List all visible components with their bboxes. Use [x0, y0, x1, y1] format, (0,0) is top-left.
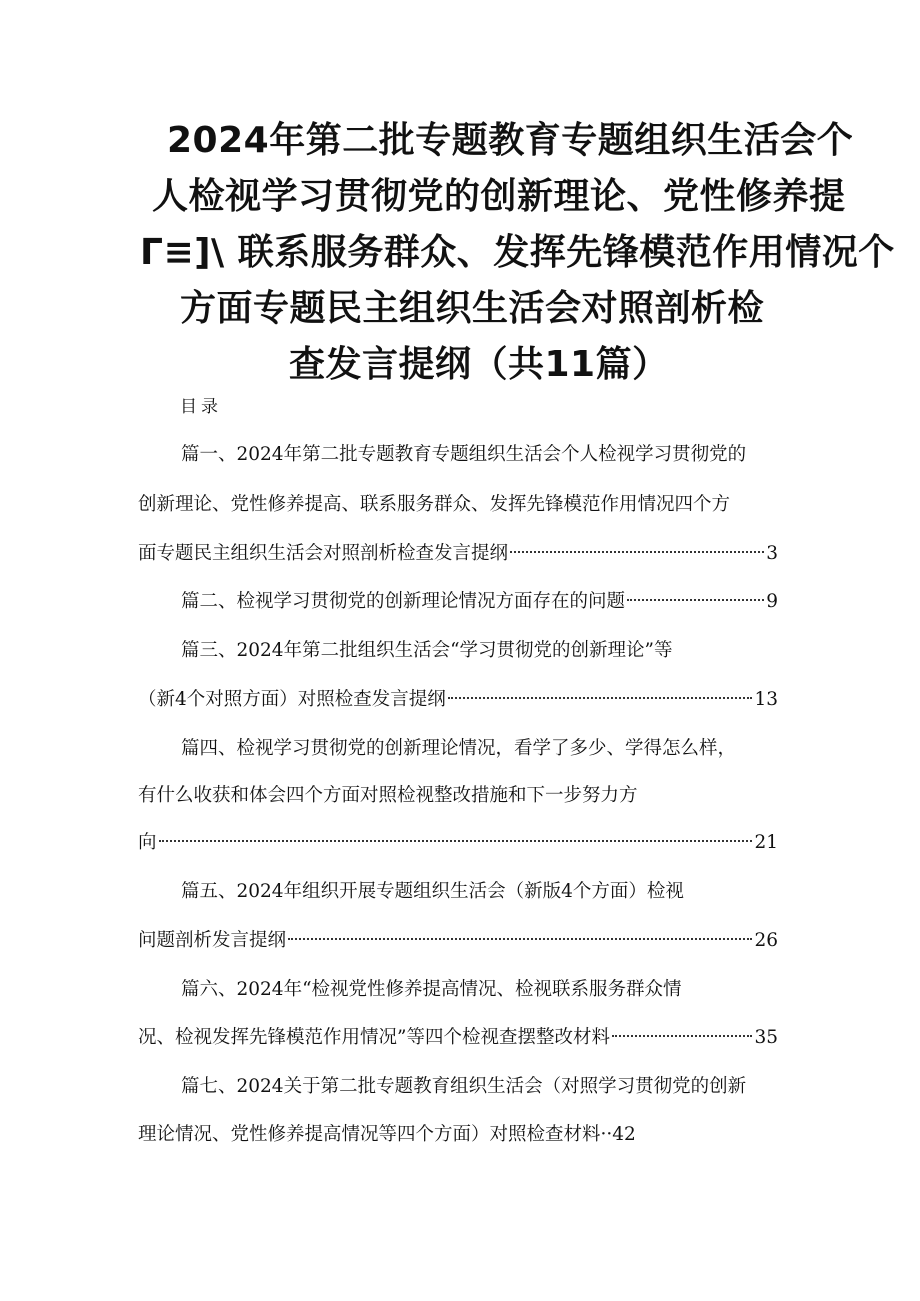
toc-entry-3-page: 13: [754, 689, 778, 710]
leader-dots: [448, 697, 753, 699]
title-line-4: 方面专题民主组织生活会对照剖析检: [180, 288, 765, 329]
toc-entry-5-page: 26: [754, 930, 778, 951]
toc-entry-6-text-1: 篇六、2024年“检视党性修养提高情况、检视联系服务群众情: [181, 979, 682, 1000]
toc-entry-1-page: 3: [766, 543, 778, 564]
toc-entry-1-text-1: 篇一、2024年第二批专题教育专题组织生活会个人检视学习贯彻党的: [181, 444, 747, 465]
toc-entry-4-line-2[interactable]: [138, 780, 778, 812]
toc-entry-1-text-2: 创新理论、党性修养提高、联系服务群众、发挥先锋模范作用情况四个方: [138, 494, 731, 515]
toc-entry-4-text-2: 有什么收获和体会四个方面对照检视整改措施和下一步努力方: [138, 785, 638, 806]
short-leader-dots: ··: [600, 1124, 613, 1145]
toc-entry-4-text-3: 向: [138, 832, 157, 853]
toc-entry-7-page: 42: [612, 1124, 636, 1145]
toc-entry-4-page: 21: [754, 832, 778, 853]
leader-dots: [627, 599, 764, 601]
toc-entry-3-text-1: 篇三、2024年第二批组织生活会“学习贯彻党的创新理论”等: [181, 640, 673, 661]
toc-entry-2-line-1[interactable]: [181, 586, 778, 618]
leader-dots: [612, 1035, 752, 1037]
toc-entry-3-line-2[interactable]: [138, 684, 778, 716]
toc-entry-1-text-3: 面专题民主组织生活会对照剖析检查发言提纲: [138, 543, 509, 564]
toc-entry-7-line-2[interactable]: [138, 1119, 636, 1151]
toc-entry-5-line-1[interactable]: [181, 876, 778, 908]
title-line-3: Γ≡]\ 联系服务群众、发挥先锋模范作用情况个: [140, 232, 895, 273]
toc-entry-4-text-1: 篇四、检视学习贯彻党的创新理论情况，看学了多少、学得怎么样，: [181, 738, 737, 759]
toc-entry-6-text-2: 况、检视发挥先锋模范作用情况”等四个检视查摆整改材料: [138, 1027, 610, 1048]
title-line-2: 人检视学习贯彻党的创新理论、党性修养提: [152, 176, 846, 217]
leader-dots: [510, 551, 764, 553]
leader-dots: [288, 938, 752, 940]
leader-dots: [159, 840, 753, 842]
title-line-5: 查发言提纲（共11篇）: [289, 344, 669, 385]
toc-entry-2-page: 9: [766, 591, 778, 612]
toc-entry-5-line-2[interactable]: [138, 925, 778, 957]
toc-entry-7-text-1: 篇七、2024关于第二批专题教育组织生活会（对照学习贯彻党的创新: [181, 1076, 747, 1097]
toc-entry-1-line-1[interactable]: [181, 439, 778, 471]
toc-entry-3-text-2: （新4个对照方面）对照检查发言提纲: [138, 689, 446, 710]
toc-entry-6-line-1[interactable]: [181, 974, 778, 1006]
title-line-1: 2024年第二批专题教育专题组织生活会个: [167, 120, 854, 161]
toc-entry-3-line-1[interactable]: [181, 635, 778, 667]
toc-entry-1-line-3[interactable]: [138, 538, 778, 570]
toc-entry-6-line-2[interactable]: [138, 1022, 778, 1054]
toc-entry-5-text-1: 篇五、2024年组织开展专题组织生活会（新版4个方面）检视: [181, 881, 684, 902]
toc-entry-4-line-3[interactable]: [138, 827, 778, 859]
toc-entry-1-line-2[interactable]: [138, 489, 778, 521]
toc-entry-5-text-2: 问题剖析发言提纲: [138, 930, 287, 951]
toc-entry-6-page: 35: [754, 1027, 778, 1048]
toc-entry-4-line-1[interactable]: [181, 733, 778, 765]
toc-heading: 目录: [180, 397, 222, 417]
toc-entry-7-line-1[interactable]: [181, 1071, 778, 1103]
toc-entry-2-text-1: 篇二、检视学习贯彻党的创新理论情况方面存在的问题: [181, 591, 626, 612]
toc-entry-7-text-2: 理论情况、党性修养提高情况等四个方面）对照检查材料: [138, 1124, 601, 1145]
